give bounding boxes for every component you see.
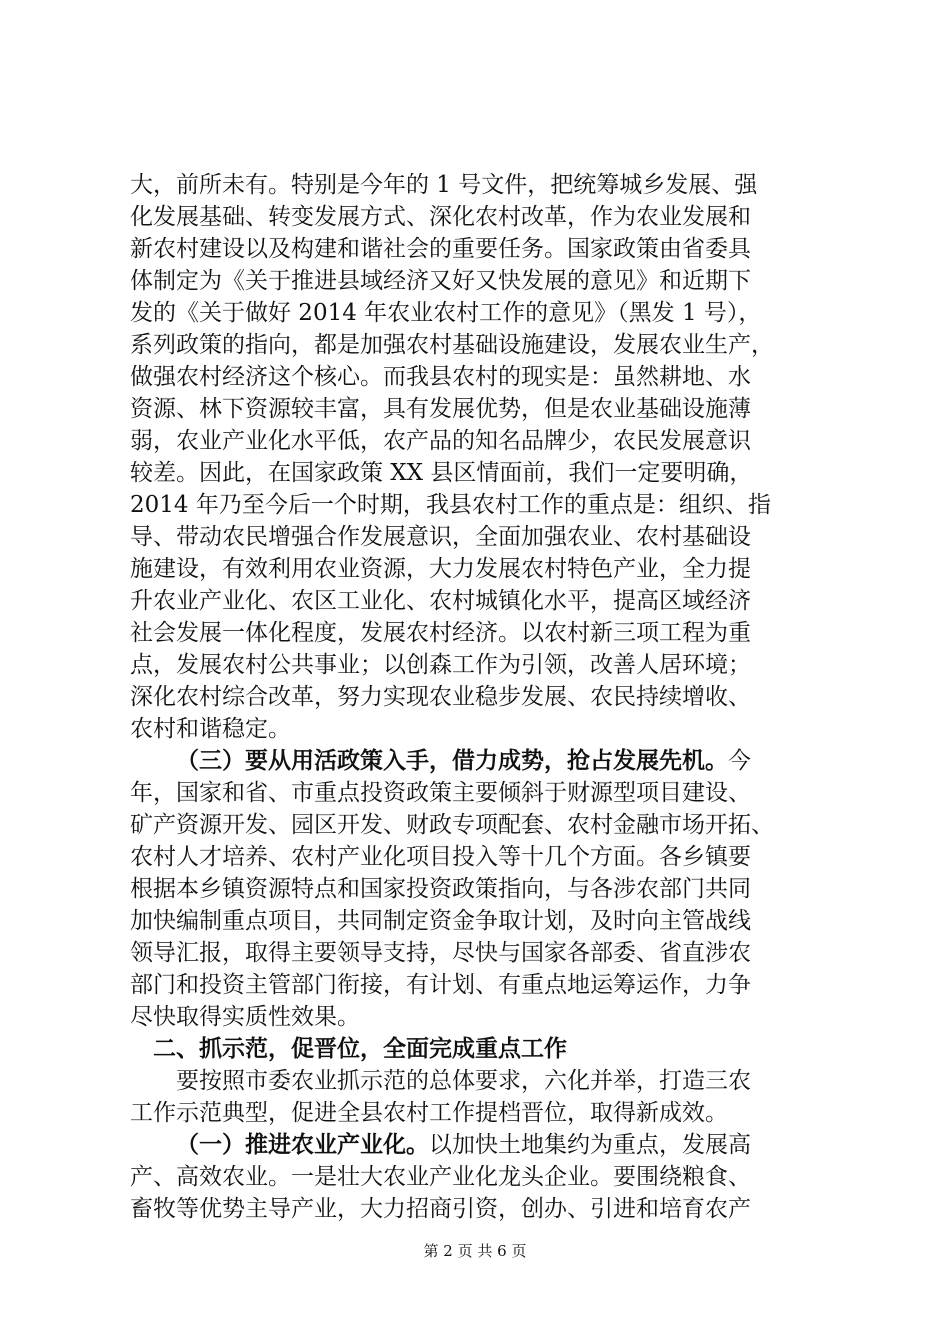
paragraph-1-first-text: 以加快土地集约为重点，发展高 [429,1132,751,1158]
body-text-line: 部门和投资主管部门衔接，有计划、有重点地运筹运作，力争 [130,972,751,998]
body-text-line: 升农业产业化、农区工业化、农村城镇化水平，提高区域经济 [130,588,751,614]
body-text-line: 点，发展农村公共事业；以创森工作为引领，改善人居环境； [130,652,751,678]
body-text-line: 领导汇报，取得主要领导支持，尽快与国家各部委、省直涉农 [130,940,751,966]
body-text-line: 农村和谐稳定。 [130,716,291,742]
page-footer: 第 2 页 共 6 页 [423,1242,527,1260]
body-text-line: 农村人才培养、农村产业化项目投入等十几个方面。各乡镇要 [130,844,751,870]
body-text-line: 根据本乡镇资源特点和国家投资政策指向，与各涉农部门共同 [130,876,751,902]
body-text-line: 资源、林下资源较丰富，具有发展优势，但是农业基础设施薄 [130,396,751,422]
body-text-line: 2014 年乃至今后一个时期，我县农村工作的重点是：组织、指 [130,492,771,518]
body-text-line: 导、带动农民增强合作发展意识，全面加强农业、农村基础设 [130,524,751,550]
body-text-line: 大，前所未有。特别是今年的 1 号文件，把统筹城乡发展、强 [130,172,758,198]
body-text-line: 系列政策的指向，都是加强农村基础设施建设，发展农业生产， [130,332,774,358]
body-text-line: 尽快取得实质性效果。 [130,1004,360,1030]
body-text-line: 年，国家和省、市重点投资政策主要倾斜于财源型项目建设、 [130,780,751,806]
paragraph-1-first-line [176,1130,751,1160]
body-text-line: 畜牧等优势主导产业，大力招商引资，创办、引进和培育农产 [130,1196,751,1222]
body-text-line: 要按照市委农业抓示范的总体要求，六化并举，打造三农 [176,1068,751,1094]
body-text-line: 发的《关于做好 2014 年农业农村工作的意见》（黑发 1 号）， [130,300,762,326]
body-text-line: 体制定为《关于推进县域经济又好又快发展的意见》和近期下 [130,268,751,294]
section-2-heading: 二、抓示范，促晋位，全面完成重点工作 [153,1035,567,1062]
body-text-line: 加快编制重点项目，共同制定资金争取计划，及时向主管战线 [130,908,751,934]
body-text-line: 施建设，有效利用农业资源，大力发展农村特色产业，全力提 [130,556,751,582]
body-text-line: 做强农村经济这个核心。而我县农村的现实是：虽然耕地、水 [130,364,751,390]
body-text-line: 工作示范典型，促进全县农村工作提档晋位，取得新成效。 [130,1100,728,1126]
body-text-line: 较差。因此，在国家政策 XX 县区情面前，我们一定要明确， [130,460,753,486]
body-text-line: 社会发展一体化程度，发展农村经济。以农村新三项工程为重 [130,620,751,646]
body-text-line: 化发展基础、转变发展方式、深化农村改革，作为农业发展和 [130,204,751,230]
paragraph-1-heading: （一）推进农业产业化。 [176,1131,429,1158]
body-text-line: 弱，农业产业化水平低，农产品的知名品牌少，农民发展意识 [130,428,751,454]
body-text-line: 新农村建设以及构建和谐社会的重要任务。国家政策由省委具 [130,236,751,262]
paragraph-3-first-line [176,746,751,776]
body-text-line: 产、高效农业。一是壮大农业产业化龙头企业。要围绕粮食、 [130,1164,751,1190]
paragraph-3-heading: （三）要从用活政策入手，借力成势，抢占发展先机。 [176,747,728,774]
paragraph-3-first-text: 今 [728,748,751,774]
body-text-line: 深化农村综合改革，努力实现农业稳步发展、农民持续增收、 [130,684,751,710]
body-text-line: 矿产资源开发、园区开发、财政专项配套、农村金融市场开拓、 [130,812,774,838]
